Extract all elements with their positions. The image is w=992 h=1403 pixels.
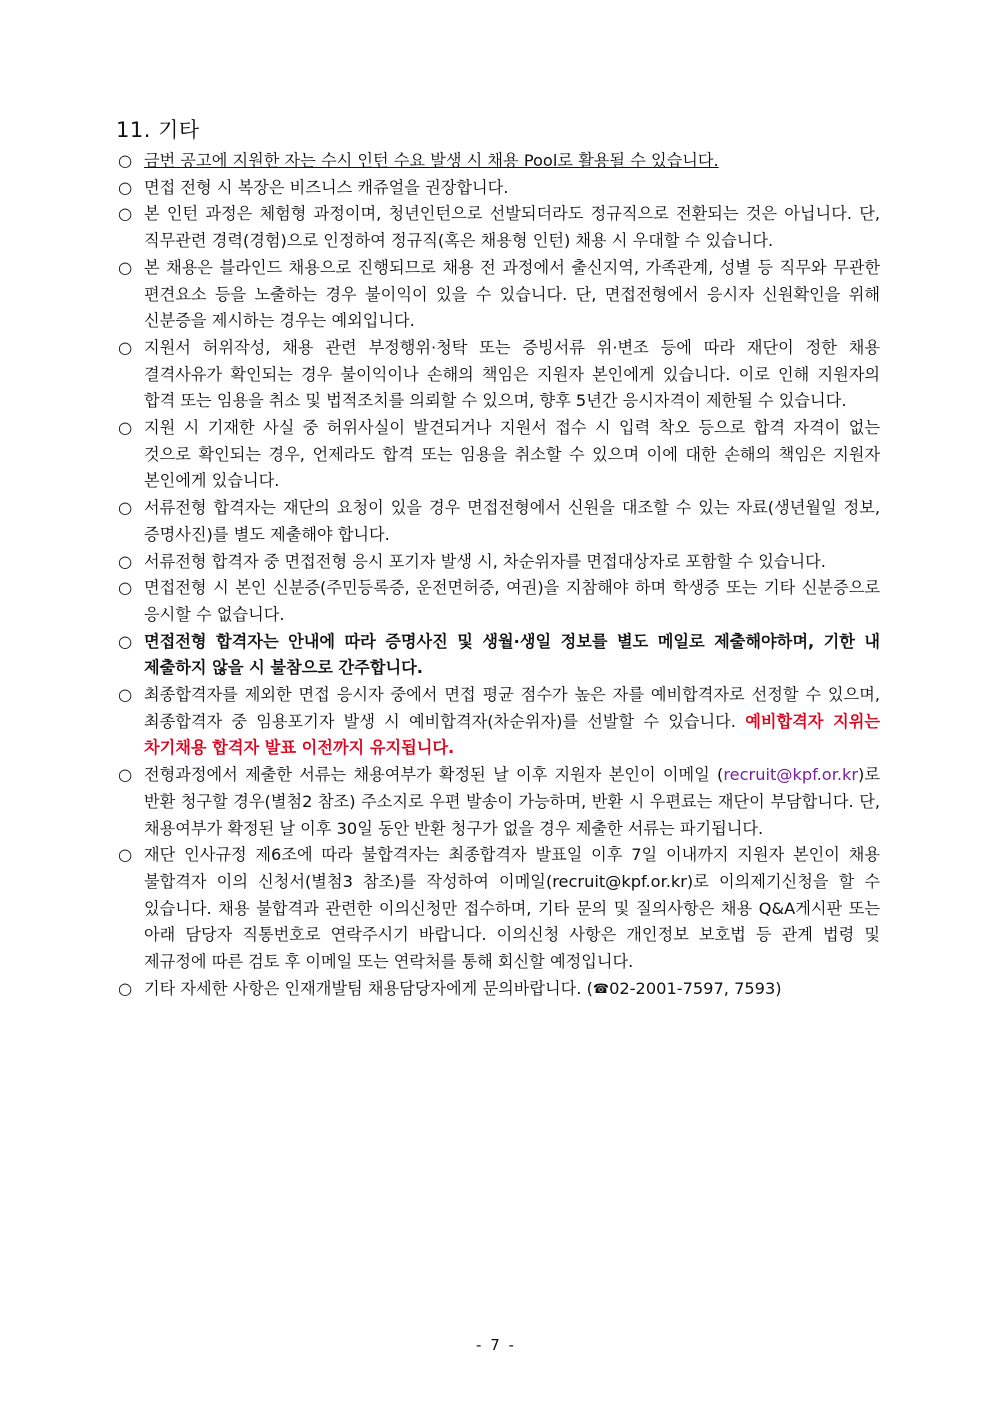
list-item <box>118 175 880 202</box>
telephone-icon: ☎ <box>592 981 610 997</box>
list-item <box>118 148 880 175</box>
item-text: 서류전형 합격자는 재단의 요청이 있을 경우 면접전형에서 신원을 대조할 수 있는 자료(생년월일 정보, 증명사진)를 별도 제출해야 합니다. <box>144 498 880 544</box>
circle-bullet-icon: ○ <box>118 978 133 998</box>
section-title: 11. 기타 <box>116 118 200 142</box>
item-text: 지원 시 기재한 사실 중 허위사실이 발견되거나 지원서 접수 시 입력 착오 등으로 합격 자격이 없는 것으로 확인되는 경우, 언제라도 합격 또는 임용을 취소할 수 있으며 이에 대한 손해의 책임은 지원자 본인에게 있습니다. <box>144 418 880 491</box>
circle-bullet-icon: ○ <box>118 551 133 571</box>
item-text: 본 채용은 블라인드 채용으로 진행되므로 채용 전 과정에서 출신지역, 가족관계, 성별 등 직무와 무관한 편견요소 등을 노출하는 경우 불이익이 있을 수 있습니다. 단, 면접전형에서 응시자 신원확인을 위해 신분증을 제시하는 경우는 예외입니다. <box>144 257 880 331</box>
item-text: 전형과정에서 제출한 서류는 채용여부가 확정된 날 이후 지원자 본인이 이메일 ( <box>144 765 724 785</box>
circle-bullet-icon: ○ <box>118 498 133 518</box>
circle-bullet-icon: ○ <box>118 631 133 651</box>
list-item <box>118 976 880 1004</box>
list-item <box>118 575 880 628</box>
item-text: 최종합격자를 제외한 면접 응시자 중에서 면접 평균 점수가 높은 자를 예비합격자로 선정할 수 있으며, 최종합격자 중 임용포기자 발생 시 예비합격자(차순위자)를 선발할 수 있습니다. <box>144 685 880 731</box>
page-number: - 7 - <box>476 1336 516 1354</box>
list-item <box>118 415 880 495</box>
list-item <box>118 495 880 548</box>
circle-bullet-icon: ○ <box>118 337 133 357</box>
phone-number: 02-2001-7597, 7593 <box>609 978 776 998</box>
item-text: 금번 공고에 지원한 자는 수시 인턴 수요 발생 시 채용 Pool로 활용될 수 있습니다. <box>144 151 719 170</box>
item-text: 서류전형 합격자 중 면접전형 응시 포기자 발생 시, 차순위자를 면접대상자로 포함할 수 있습니다. <box>144 551 826 571</box>
item-text: 기타 자세한 사항은 인재개발팀 채용담당자에게 문의바랍니다. ( <box>144 978 593 998</box>
item-text: )로 반환 청구할 경우(별첨2 참조) 주소지로 우편 발송이 가능하며, 반환 시 우편료는 재단이 부담합니다. 단, 채용여부가 확정된 날 이후 30일 동안 반환 청구가 없을 경우 제출한 서류는 파기됩니다. <box>144 765 880 838</box>
circle-bullet-icon: ○ <box>118 765 133 785</box>
item-text: 면접 전형 시 복장은 비즈니스 캐쥬얼을 권장합니다. <box>144 177 509 197</box>
circle-bullet-icon: ○ <box>118 418 133 438</box>
item-text: 면접전형 합격자는 안내에 따라 증명사진 및 생월·생일 정보를 별도 메일로 제출해야하며, 기한 내 제출하지 않을 시 불참으로 간주합니다. <box>144 631 880 678</box>
list-item <box>118 201 880 254</box>
item-text: 본 인턴 과정은 체험형 과정이며, 청년인턴으로 선발되더라도 정규직으로 전환되는 것은 아닙니다. 단, 직무관련 경력(경험)으로 인정하여 정규직(혹은 채용형 인턴) 채용 시 우대할 수 있습니다. <box>144 204 880 251</box>
list-item <box>118 255 880 335</box>
list-item <box>118 842 880 976</box>
list-item <box>118 682 880 762</box>
circle-bullet-icon: ○ <box>118 578 133 598</box>
list-item <box>118 335 880 415</box>
list-item-emphasis <box>118 629 880 682</box>
item-highlight-text: 예비합격자 지위는 차기채용 합격자 발표 이전까지 유지됩니다. <box>144 711 880 758</box>
circle-bullet-icon: ○ <box>118 177 133 197</box>
circle-bullet-icon: ○ <box>118 204 133 224</box>
notice-list <box>118 148 880 1004</box>
item-text: 면접전형 시 본인 신분증(주민등록증, 운전면허증, 여권)을 지참해야 하며 학생증 또는 기타 신분증으로 응시할 수 없습니다. <box>144 578 880 624</box>
circle-bullet-icon: ○ <box>118 845 133 865</box>
circle-bullet-icon: ○ <box>118 257 133 277</box>
list-item <box>118 762 880 842</box>
circle-bullet-icon: ○ <box>118 685 133 705</box>
item-text: 재단 인사규정 제6조에 따라 불합격자는 최종합격자 발표일 이후 7일 이내까지 지원자 본인이 채용 불합격자 이의 신청서(별첨3 참조)를 작성하여 이메일(recruit@kpf.or.kr)로 이의제기신청을 할 수 있습니다. 채용 불합격과 관련한 이의신청만 접수하며, 기타 문의 및 질의사항은 채용 Q&A게시판 또는 아래 담당자 직통번호로 연락주시기 바랍니다. 이의신청 사항은 개인정보 보호법 등 관계 법령 및 제규정에 따른 검토 후 이메일 또는 연락처를 통해 회신할 예정입니다. <box>144 845 880 972</box>
item-text: ) <box>775 978 782 998</box>
email-link[interactable]: recruit@kpf.or.kr <box>723 765 859 785</box>
circle-bullet-icon: ○ <box>118 151 133 170</box>
list-item <box>118 549 880 576</box>
item-text: 지원서 허위작성, 채용 관련 부정행위·청탁 또는 증빙서류 위·변조 등에 따라 재단이 정한 채용 결격사유가 확인되는 경우 불이익이나 손해의 책임은 지원자 본인에게 있습니다. 이로 인해 지원자의 합격 또는 임용을 취소 및 법적조치를 의뢰할 수 있으며, 향후 5년간 응시자격이 제한될 수 있습니다. <box>144 337 880 411</box>
